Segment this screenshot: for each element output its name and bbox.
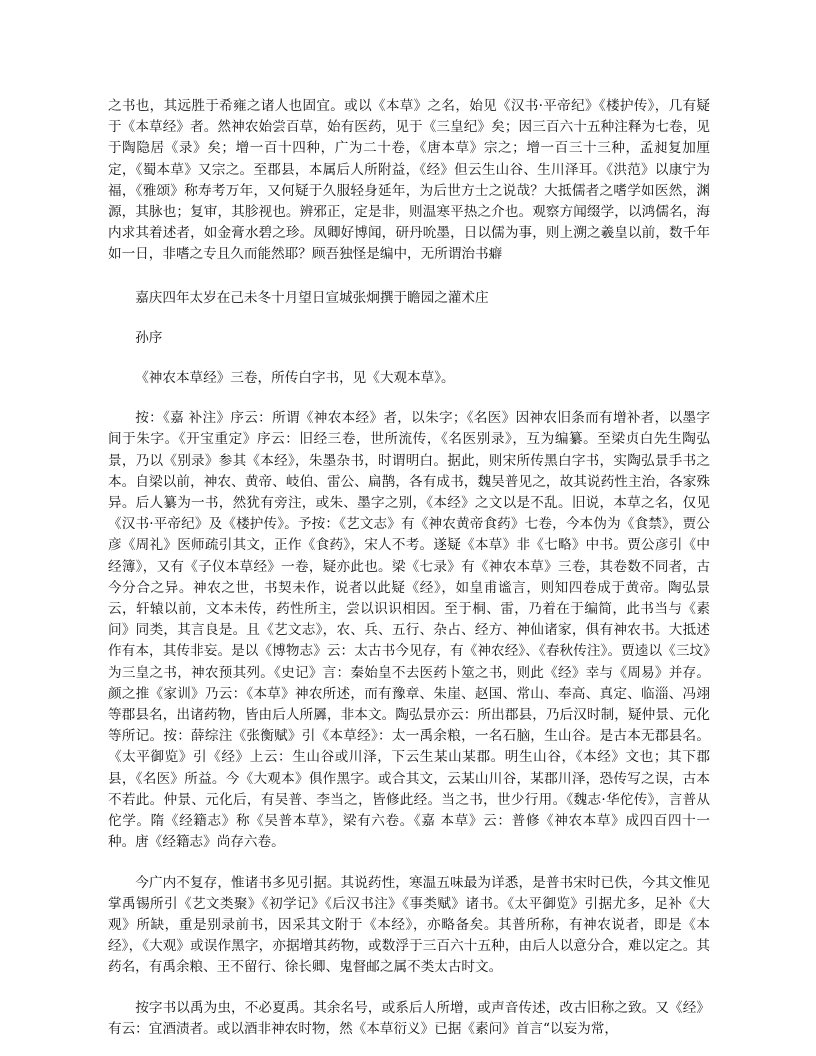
paragraph-yu-character-note: 按字书以禹为虫，不必夏禹。其余名号，或系后人所增，或声音传述，改古旧称之致。又《经》有云：宜酒渍者。或以酒非神农时物，然《本草衍义》已据《素问》首言“以妄为常， xyxy=(108,999,710,1037)
paragraph-annotation: 按：《嘉 补注》序云：所谓《神农本经》者，以朱字；《名医》因神农旧条而有增补者，以墨字间于朱字。《开宝重定》序云：旧经三卷，世所流传，《名医别录》，互为编纂。至梁贞白先生陶弘景，乃以《别录》参其《本经》，朱墨杂书，时谓明白。据此，则宋所传黑白字书，实陶弘景手书之本。自梁以前，神农、黄帝、岐伯、雷公、扁鹊，各有成书，魏吴普见之，故其说药性主治，各家殊异。后人纂为一书，然犹有旁注，或朱、墨字之别，《本经》之文以是不乱。旧说，本草之名，仅见《汉书·平帝纪》及《楼护传》。予按：《艺文志》有《神农黄帝食药》七卷，今本伪为《食禁》，贾公彦《周礼》医师疏引其文，正作《食药》，宋人不考。遂疑《本草》非《七略》中书。贾公彦引《中经簿》，又有《子仪本草经》一卷，疑亦此也。梁《七录》有《神农本草》三卷，其卷数不同者，古今分合之异。神农之世，书契未作，说者以此疑《经》，如皇甫谧言，则知四卷成于黄帝。陶弘景云，轩辕以前，文本未传，药性所主，尝以识识相因。至于桐、雷，乃着在于编简，此书当与《素问》同类，其言良是。且《艺文志》，农、兵、五行、杂占、经方、神仙诸家，俱有神农书。大抵述作有本，其传非妄。是以《博物志》云：太古书今见存，有《神农经》、《春秋传注》。贾逵以《三坟》为三皇之书，神农预其列。《史记》言：秦始皇不去医药卜筮之书，则此《经》幸与《周易》并存。颜之推《家训》乃云：《本草》神农所述，而有豫章、朱崖、赵国、常山、奉高、真定、临淄、冯翊等郡县名，出诸药物，皆由后人所羼，非本文。陶弘景亦云：所出郡县，乃后汉时制，疑仲景、元化等所记。按：薛综注《张衡赋》引《本草经》：太一禹余粮，一名石脑，生山谷。是古本无郡县名。《太平御览》引《经》上云：生山谷或川泽，下云生某山某郡。明生山谷，《本经》文也；其下郡县，《名医》所益。今《大观本》俱作黑字。或合其文，云某山川谷，某郡川泽，恐传写之误，古本不若此。仲景、元化后，有吴普、李当之，皆修此经。当之书，世少行用。《魏志·华佗传》，言普从佗学。隋《经籍志》称《吴普本草》，梁有六卷。《嘉 本草》云：普修《神农本草》成四百四十一种。唐《经籍志》尚存六卷。 xyxy=(108,410,710,851)
paragraph-wu-pu-text: 今广内不复存，惟诸书多见引据。其说药性，寒温五味最为详悉，是普书宋时已佚，今其文惟见掌禹锡所引《艺文类聚》《初学记》《后汉书注》《事类赋》诸书。《太平御览》引据尤多，足补《大观》所缺，重是别录前书，因采其文附于《本经》，亦略备矣。其普所称，有神农说者，即是《本经》，《大观》或误作黑字，亦据增其药物，或数浮于三百六十五种，由后人以意分合，难以定之。其药名，有禹余粮、王不留行、徐长卿、鬼督邮之属不类太古时文。 xyxy=(108,874,710,976)
paragraph-book-intro: 《神农本草经》三卷，所传白字书，见《大观本草》。 xyxy=(135,370,455,387)
section-heading-sun-preface: 孙序 xyxy=(135,329,163,346)
document-page xyxy=(108,96,710,1040)
preface-continuation-paragraph: 之书也，其远胜于希雍之诸人也固宜。或以《本草》之名，始见《汉书·平帝纪》《楼护传》，几有疑于《本草经》者。然神农始尝百草，始有医药，见于《三皇纪》矣；因三百六十五种注释为七卷，见于陶隐居《录》矣；增一百十四种，广为二十卷，《唐本草》宗之；增一百三十三种，孟昶复加厘定，《蜀本草》又宗之。至郡县，本属后人所附益，《经》但云生山谷、生川泽耳。《洪范》以康宁为福，《雅颂》称寿考万年，又何疑于久服轻身延年，为后世方士之说哉？大抵儒者之嗜学如医然，渊源，其脉也；复审，其胗视也。辨邪正，定是非，则温寒平热之介也。观察方闻缀学，以鸿儒名，海内求其着述者，如金膏水碧之珍。凤卿好博闻，研丹吮墨，日以儒为事，则上溯之羲皇以前，数千年如一日，非嗜之专且久而能然耶？顾吾独怪是编中，无所谓治书癖 xyxy=(108,98,710,263)
preface-date-signature: 嘉庆四年太岁在己未冬十月望日宣城张炯撰于瞻园之灌术庄 xyxy=(135,289,489,306)
